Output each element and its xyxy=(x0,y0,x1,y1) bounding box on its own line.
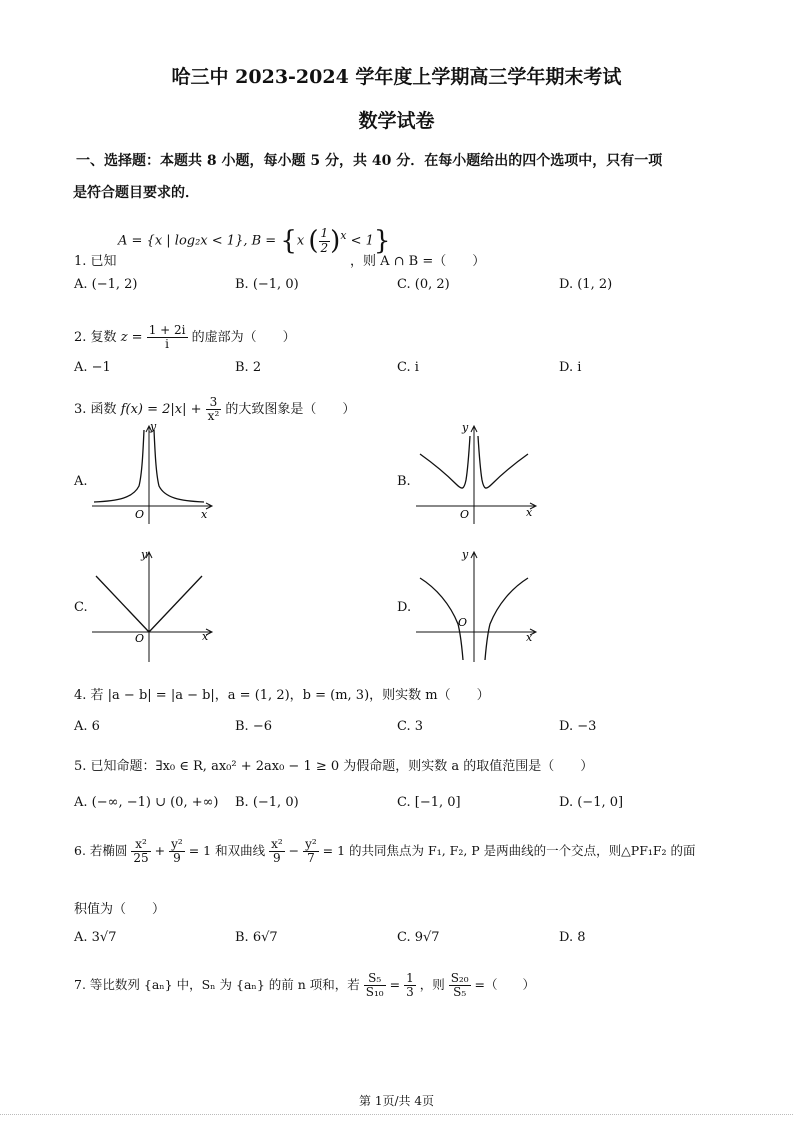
q2-question xyxy=(74,324,296,351)
exam-subtitle: 数学试卷 xyxy=(358,110,435,132)
q1-option-a: A. (−1, 2) xyxy=(74,277,138,292)
y-axis-label: y xyxy=(462,548,469,561)
q6-plus: + xyxy=(154,843,166,859)
x-axis-label: x xyxy=(526,506,533,519)
q5-option-a: A. (−∞, −1) ∪ (0, +∞) xyxy=(74,795,219,810)
q1-option-c: C. (0, 2) xyxy=(397,277,450,292)
q6-question xyxy=(74,838,696,865)
x-axis-label: x xyxy=(202,630,209,643)
line-right xyxy=(149,576,202,632)
q1-exponent: x xyxy=(340,229,347,243)
q2-fraction: $\frac{1 + 2i}{i}$ xyxy=(148,323,186,352)
q3-graph-label-c: C. xyxy=(74,600,88,615)
q1-set-b-suffix: < 1 xyxy=(350,233,374,249)
x-axis-label: x xyxy=(201,508,208,521)
q6-option-a: A. 3√7 xyxy=(74,930,117,945)
curve-left xyxy=(94,430,144,502)
q3-graph-a xyxy=(88,422,218,526)
q1-formula: A = {x | log₂x < 1}, B = {x ( $\frac{1}{2}$ )$^x$ < 1} xyxy=(118,226,391,256)
q5-option-c: C. [−1, 0] xyxy=(397,795,461,810)
q3-fraction: $\frac{3}{\text{x²}}$ xyxy=(207,395,220,424)
q6-eq1: = 1 和双曲线 xyxy=(188,843,266,859)
q1-option-b: B. (−1, 0) xyxy=(235,277,299,292)
q4-option-d: D. −3 xyxy=(559,719,597,734)
q6-option-b: B. 6√7 xyxy=(235,930,278,945)
q1-ask: ，则 A ∩ B =（ ） xyxy=(350,254,486,269)
q6-hyperbola-term2: $\frac{\text{y²}}{7}$ xyxy=(305,837,317,866)
y-axis-label: y xyxy=(141,548,148,561)
curve-left xyxy=(420,436,470,488)
q3-graph-label-d: D. xyxy=(397,600,412,615)
q3-ask: 的大致图象是（ ） xyxy=(225,402,356,418)
q1-half-fraction: $\frac{1}{2}$ xyxy=(320,226,329,255)
curve-right xyxy=(478,436,528,488)
q7-frac2: $\frac{1}{3}$ xyxy=(406,971,414,1000)
q5-option-b: B. (−1, 0) xyxy=(235,795,299,810)
q6-option-d: D. 8 xyxy=(559,930,586,945)
q3-graph-label-b: B. xyxy=(397,474,411,489)
q7-frac3: $\frac{\text{S₂₀}}{\text{S₅}}$ xyxy=(450,971,469,1000)
q3-graph-d xyxy=(412,546,542,664)
section-heading-line2: 是符合题目要求的． xyxy=(73,185,199,201)
page-footer: 第 1页/共 4页 xyxy=(359,1094,434,1108)
q1-set-b-prefix: x xyxy=(296,233,305,249)
q6-hyperbola-term1: $\frac{\text{x²}}{9}$ xyxy=(271,837,283,866)
q2-option-b: B. 2 xyxy=(235,360,262,375)
footer-divider xyxy=(0,1114,793,1115)
q7-mid: ，则 xyxy=(419,977,445,993)
q4-option-a: A. 6 xyxy=(74,719,100,734)
line-left xyxy=(96,576,149,632)
q6-option-c: C. 9√7 xyxy=(397,930,440,945)
q6-eq2: = 1 的共同焦点为 F₁, F₂, P 是两曲线的一个交点，则△PF₁F₂ 的面 xyxy=(322,843,696,859)
origin-label: O xyxy=(458,616,468,629)
origin-label: O xyxy=(135,632,145,645)
q5-option-d: D. (−1, 0] xyxy=(559,795,624,810)
q2-option-a: A. −1 xyxy=(74,360,111,375)
q3-graph-label-a: A. xyxy=(74,474,88,489)
q2-number: 2. 复数 xyxy=(74,330,117,346)
q7-question xyxy=(74,972,535,999)
q4-option-b: B. −6 xyxy=(235,719,272,734)
curve-right xyxy=(154,430,204,502)
q6-line2: 积值为（ ） xyxy=(74,902,166,917)
q3-graph-c xyxy=(88,546,218,664)
q4-question: 4. 若 |a − b| = |a − b|，a = (1, 2)，b = (m, 3)，则实数 m（ ） xyxy=(74,688,490,703)
q1-number: 1. 已知 xyxy=(74,254,117,269)
x-axis-label: x xyxy=(526,631,533,644)
q6-ellipse-term1: $\frac{\text{x²}}{25}$ xyxy=(133,837,149,866)
q4-option-c: C. 3 xyxy=(397,719,424,734)
q3-number: 3. 函数 xyxy=(74,402,117,418)
exam-title: 哈三中 2023-2024 学年度上学期高三学年期末考试 xyxy=(171,66,622,88)
q2-ask: 的虚部为（ ） xyxy=(191,330,296,346)
q7-frac1: $\frac{\text{S₅}}{\text{S₁₀}}$ xyxy=(365,971,384,1000)
q1-set-a: A = {x | log₂x < 1}, B = xyxy=(118,233,281,249)
origin-label: O xyxy=(135,508,145,521)
q6-number: 6. 若椭圆 xyxy=(74,843,128,859)
q1-option-d: D. (1, 2) xyxy=(559,277,613,292)
q3-function: f(x) = 2|x| + xyxy=(120,402,202,418)
q2-option-d: D. i xyxy=(559,360,582,375)
q7-eq: = xyxy=(389,977,401,993)
curve-right xyxy=(485,578,528,660)
origin-label: O xyxy=(460,508,470,521)
q2-z: z = xyxy=(120,330,143,346)
y-axis-label: y xyxy=(462,422,469,434)
q2-option-c: C. i xyxy=(397,360,419,375)
q5-question: 5. 已知命题：∃x₀ ∈ R, ax₀² + 2ax₀ − 1 ≥ 0 为假命题，则实数 a 的取值范围是（ ） xyxy=(74,759,594,774)
section-heading-line1: 一、选择题：本题共 8 小题，每小题 5 分，共 40 分．在每小题给出的四个选项中，只有一项 xyxy=(76,153,663,169)
y-axis-label: y xyxy=(150,422,157,433)
q7-number: 7. 等比数列 {aₙ} 中，Sₙ 为 {aₙ} 的前 n 项和，若 xyxy=(74,977,360,993)
q6-ellipse-term2: $\frac{\text{y²}}{9}$ xyxy=(171,837,183,866)
q3-question xyxy=(74,396,355,423)
curve-left xyxy=(420,578,463,660)
q6-minus: − xyxy=(288,843,300,859)
q7-ask: =（ ） xyxy=(474,977,535,993)
q3-graph-b xyxy=(412,422,542,526)
